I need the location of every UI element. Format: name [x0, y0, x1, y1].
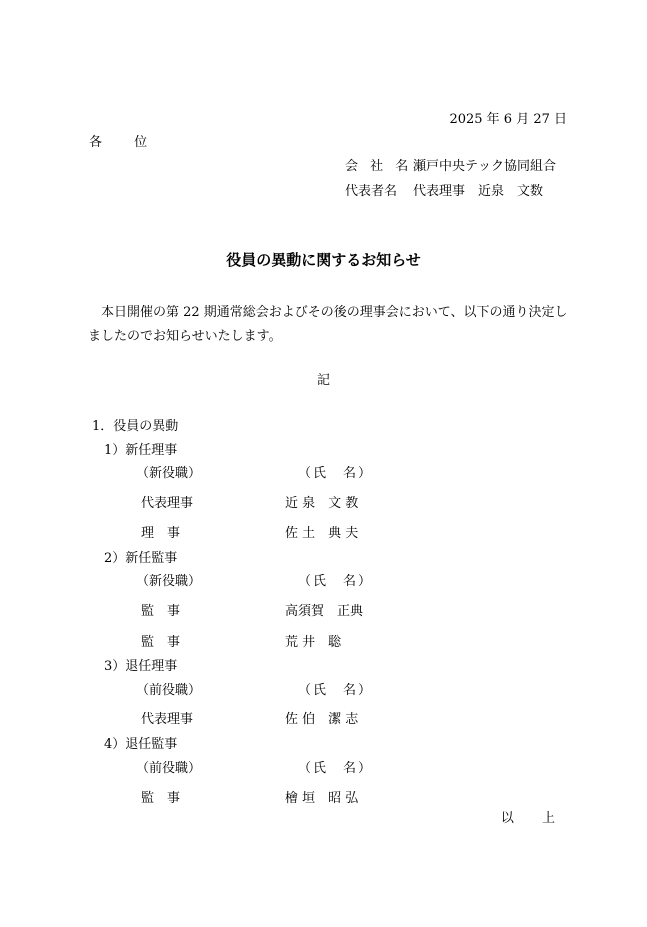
officer-role: 理 事: [141, 526, 181, 541]
column-header-role: （新役職）: [136, 466, 202, 481]
officer-role: 監 事: [141, 604, 181, 619]
column-header-name: （氏 名）: [298, 683, 374, 698]
officer-name: 荒 井 聡: [285, 635, 342, 650]
document-title: 役員の異動に関するお知らせ: [226, 251, 421, 269]
section-heading: 1．役員の異動: [92, 419, 179, 434]
document-date: 2025 年 6 月 27 日: [449, 112, 567, 127]
officer-role: 監 事: [141, 791, 181, 806]
closing-mark: 以 上: [500, 811, 567, 826]
column-header-role: （前役職）: [136, 683, 202, 698]
column-header-name: （氏 名）: [298, 466, 374, 481]
column-header-name: （氏 名）: [298, 761, 374, 776]
officer-name: 佐 土 典 夫: [285, 526, 359, 541]
column-header-role: （新役職）: [136, 574, 202, 589]
group-label: 3）退任理事: [104, 659, 178, 674]
body-paragraph: 本日開催の第 22 期通常総会およびその後の理事会において、以下の通り決定しましたのでお知らせいたします。: [88, 305, 568, 344]
officer-name: 高須賀 正典: [285, 604, 364, 619]
representative-label: 代表者名: [345, 184, 398, 199]
addressee: 各 位: [89, 135, 162, 150]
group-label: 1）新任理事: [104, 443, 178, 458]
officer-role: 監 事: [141, 635, 181, 650]
officer-name: 近 泉 文 教: [285, 496, 359, 511]
officer-role: 代表理事: [141, 712, 194, 727]
company-label: 会 社 名: [345, 159, 413, 174]
ki-marker: 記: [316, 373, 330, 388]
company-name: 瀬戸中央テック協同組合: [413, 159, 557, 174]
representative-name: 代表理事 近泉 文数: [413, 184, 544, 199]
group-label: 4）退任監事: [104, 737, 178, 752]
officer-name: 佐 伯 潔 志: [285, 712, 359, 727]
group-label: 2）新任監事: [104, 551, 178, 566]
officer-role: 代表理事: [141, 496, 194, 511]
column-header-role: （前役職）: [136, 761, 202, 776]
officer-name: 檜 垣 昭 弘: [285, 791, 359, 806]
column-header-name: （氏 名）: [298, 574, 374, 589]
